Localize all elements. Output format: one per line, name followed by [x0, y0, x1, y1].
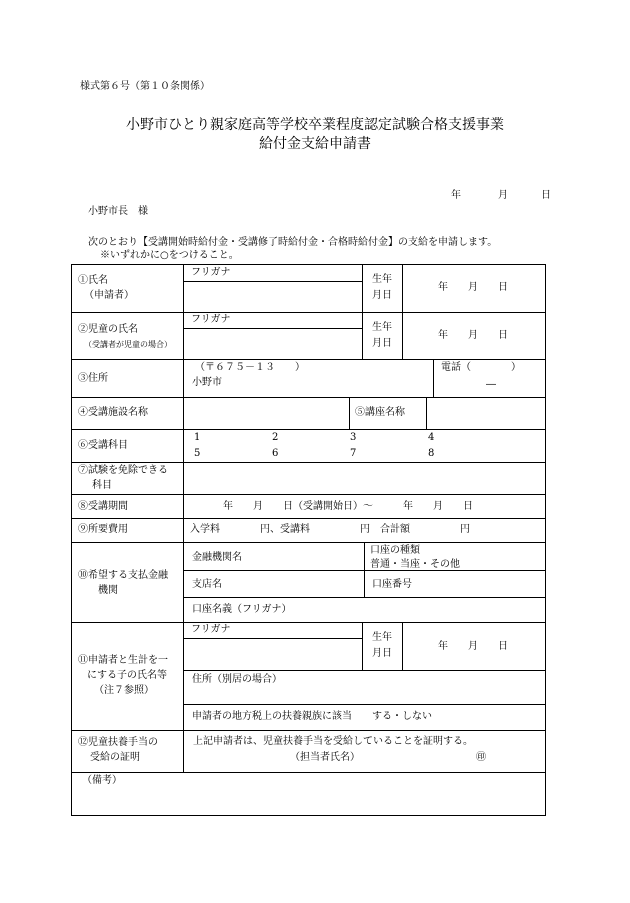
- subject-4[interactable]: 4: [428, 432, 435, 443]
- allowance-certification-text: 上記申請者は、児童扶養手当を受給していることを証明する。: [193, 736, 473, 747]
- child-birthdate-field[interactable]: 年 月 日: [438, 330, 508, 341]
- household-address-field[interactable]: 住所（別居の場合）: [192, 674, 282, 685]
- account-type-label: 口座の種類: [370, 545, 420, 556]
- intro-text: 次のとおり【受講開始時給付金・受講修了時給付金・合格時給付金】の支給を申請します。: [88, 237, 498, 248]
- date-day: 日: [541, 190, 551, 201]
- branch-name-field[interactable]: 支店名: [192, 579, 222, 590]
- seal-mark: ㊞: [476, 752, 486, 763]
- intro-note: ※いずれかに○をつけること。: [100, 250, 239, 261]
- address-label: ③住所: [78, 373, 108, 384]
- exempt-subjects-label: ⑦試験を免除できる: [78, 465, 168, 476]
- course-name-label: ⑤講座名称: [355, 407, 405, 418]
- date-year: 年: [451, 190, 461, 201]
- facility-name-field[interactable]: [190, 402, 344, 426]
- household-child-label: ⑪申請者と生計を一: [78, 655, 168, 666]
- applicant-birth-label1: 生年: [372, 274, 392, 285]
- exempt-subjects-field[interactable]: [190, 466, 540, 490]
- subject-3[interactable]: 3: [350, 432, 357, 443]
- account-number-field[interactable]: 口座番号: [372, 579, 412, 590]
- remarks-label: （備考）: [82, 775, 122, 786]
- phone-field[interactable]: 電話（ ）: [441, 362, 521, 373]
- subjects-label: ⑥受講科目: [78, 440, 128, 451]
- bank-label: ⑩希望する支払金融: [78, 570, 168, 581]
- applicant-name-sublabel: （申請者）: [84, 290, 134, 301]
- child-name-sublabel: （受講者が児童の場合）: [84, 340, 172, 349]
- form-title-line2: 給付金支給申請書: [259, 136, 371, 152]
- household-birth-label1: 生年: [372, 632, 392, 643]
- subject-2[interactable]: 2: [272, 432, 279, 443]
- household-child-name-field[interactable]: [190, 643, 358, 665]
- course-period-label: ⑧受講期間: [78, 501, 128, 512]
- household-furigana-label: フリガナ: [191, 624, 231, 635]
- remarks-field[interactable]: [78, 792, 540, 812]
- child-name-field[interactable]: [190, 333, 358, 355]
- applicant-birth-label2: 月日: [372, 290, 392, 301]
- address-city[interactable]: 小野市: [192, 377, 222, 388]
- child-name-label: ②児童の氏名: [78, 324, 138, 335]
- child-birth-label2: 月日: [372, 338, 392, 349]
- child-birth-label1: 生年: [372, 322, 392, 333]
- subject-6[interactable]: 6: [272, 448, 279, 459]
- course-period-field[interactable]: 年 月 日（受講開始日）～ 年 月 日: [223, 501, 473, 512]
- child-furigana-label: フリガナ: [191, 314, 231, 325]
- phone-dash: ―: [486, 379, 496, 390]
- allowance-label: ⑫児童扶養手当の: [78, 737, 158, 748]
- cost-label: ⑨所要費用: [78, 524, 128, 535]
- applicant-name-label: ①氏名: [78, 275, 108, 286]
- applicant-birthdate-field[interactable]: 年 月 日: [438, 282, 508, 293]
- applicant-furigana-label: フリガナ: [191, 267, 231, 278]
- dependent-status-field[interactable]: 申請者の地方税上の扶養親族に該当 する・しない: [192, 711, 432, 722]
- course-name-field[interactable]: [432, 402, 540, 426]
- household-birth-label2: 月日: [372, 648, 392, 659]
- applicant-name-field[interactable]: [190, 286, 358, 308]
- household-child-sublabel: にする子の氏名等: [87, 670, 167, 681]
- exempt-subjects-sublabel: 科目: [92, 480, 112, 491]
- form-number: 様式第６号（第１０条関係）: [80, 81, 210, 92]
- subject-1[interactable]: 1: [194, 432, 201, 443]
- facility-name-label: ④受講施設名称: [78, 407, 148, 418]
- addressee: 小野市長 様: [88, 206, 148, 217]
- subject-8[interactable]: 8: [428, 448, 435, 459]
- account-holder-field[interactable]: 口座名義（フリガナ）: [192, 604, 292, 615]
- date-month: 月: [498, 190, 508, 201]
- bank-sublabel: 機関: [98, 585, 118, 596]
- subject-5[interactable]: 5: [194, 448, 201, 459]
- postal-code-field[interactable]: （〒６７５－１３ ）: [195, 362, 305, 373]
- household-birthdate-field[interactable]: 年 月 日: [438, 641, 508, 652]
- allowance-sublabel: 受給の証明: [90, 752, 140, 763]
- household-child-note: （注７参照）: [94, 685, 154, 696]
- account-type-options[interactable]: 普通・当座・その他: [370, 559, 460, 570]
- officer-name-field[interactable]: （担当者氏名）: [290, 752, 360, 763]
- form-title-line1: 小野市ひとり親家庭高等学校卒業程度認定試験合格支援事業: [126, 117, 504, 133]
- bank-name-field[interactable]: 金融機関名: [192, 552, 242, 563]
- cost-field[interactable]: 入学料 円、受講料 円 合計額 円: [190, 524, 470, 535]
- subject-7[interactable]: 7: [350, 448, 357, 459]
